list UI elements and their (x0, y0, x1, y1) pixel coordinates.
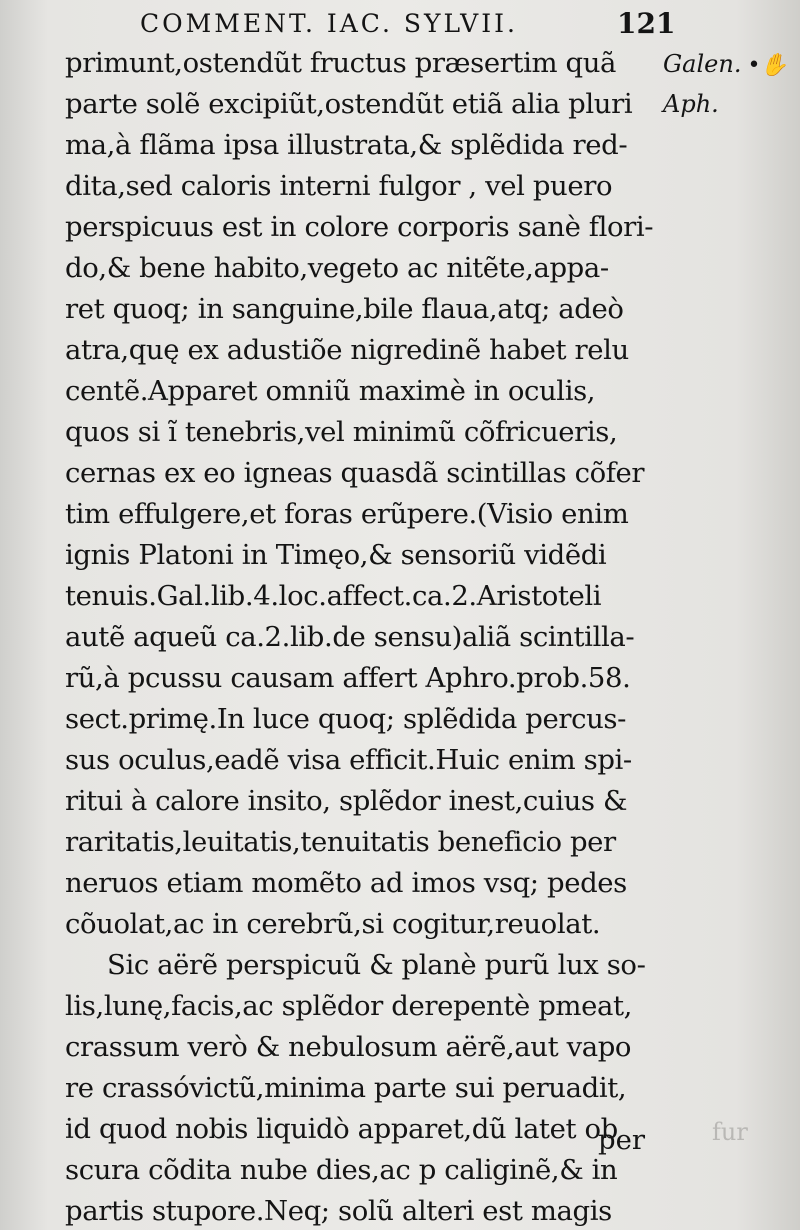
text-line: scura cõdita nube dies,ac p caliginẽ,& in (65, 1154, 618, 1186)
margin-note-aph (663, 84, 793, 124)
text-line: lis,lunę,facis,ac splẽdor derepentè pmeat, (65, 990, 632, 1022)
running-head: COMMENT. IAC. SYLVII. (140, 9, 518, 38)
margin-note-aph-text: Aph. (663, 90, 719, 118)
margin-notes (663, 44, 793, 124)
body-text (65, 43, 665, 1230)
text-line: partis stupore.Neq; solũ alteri est magis (65, 1195, 612, 1227)
text-line: quos si ĩ tenebris,vel minimũ cõfricueris, (65, 416, 618, 448)
bleed-through-text: fur (712, 1118, 748, 1146)
text-line: crassum verò & nebulosum aërẽ,aut vapo (65, 1031, 632, 1063)
text-line: cõuolat,ac in cerebrũ,si cogitur,reuolat. (65, 908, 601, 940)
text-line: centẽ.Apparet omniũ maximè in oculis, (65, 375, 596, 407)
text-line: rũ,à pcussu causam affert Aphro.prob.58. (65, 662, 631, 694)
text-line: autẽ aqueũ ca.2.lib.de sensu)aliã scintilla- (65, 621, 635, 653)
text-line: ritui à calore insito, splẽdor inest,cuius & (65, 785, 628, 817)
text-line: parte solẽ excipiũt,ostendũt etiã alia pluri (65, 88, 633, 120)
text-line-paragraph-start: Sic aërẽ perspicuũ & planè purũ lux so- (107, 949, 646, 981)
text-line: tenuis.Gal.lib.4.loc.affect.ca.2.Aristoteli (65, 580, 602, 612)
text-line: sus oculus,eadẽ visa efficit.Huic enim spi- (65, 744, 632, 776)
text-line: raritatis,leuitatis,tenuitatis beneficio per (65, 826, 616, 858)
text-line: do,& bene habito,vegeto ac nitẽte,appa- (65, 252, 609, 284)
text-line: ret quoq; in sanguine,bile flaua,atq; adeò (65, 293, 624, 325)
margin-note-galen-text: Galen. (663, 50, 742, 78)
text-line: primunt,ostendũt fructus præsertim quã (65, 47, 617, 79)
text-line: ignis Platoni in Timęo,& sensoriũ vidẽdi (65, 539, 607, 571)
text-line: tim effulgere,et foras erũpere.(Visio enim (65, 498, 629, 530)
text-line: re crassóvictũ,minima parte sui peruadit, (65, 1072, 627, 1104)
text-line: perspicuus est in colore corporis sanè flori- (65, 211, 654, 243)
text-line: dita,sed caloris interni fulgor , vel puero (65, 170, 613, 202)
manicule-icon: •✋ (747, 53, 788, 78)
text-line: neruos etiam momẽto ad imos vsq; pedes (65, 867, 627, 899)
margin-note-galen (663, 44, 793, 84)
text-line: sect.primę.In luce quoq; splẽdida percus- (65, 703, 627, 735)
text-line: id quod nobis liquidò apparet,dũ latet ob (65, 1113, 618, 1145)
text-line: ma,à flãma ipsa illustrata,& splẽdida red- (65, 129, 628, 161)
text-line: atra,quę ex adustiõe nigredinẽ habet relu (65, 334, 629, 366)
page-number: 121 (617, 7, 676, 40)
text-line: cernas ex eo igneas quasdã scintillas cõfer (65, 457, 645, 489)
catchword: per (598, 1124, 646, 1156)
